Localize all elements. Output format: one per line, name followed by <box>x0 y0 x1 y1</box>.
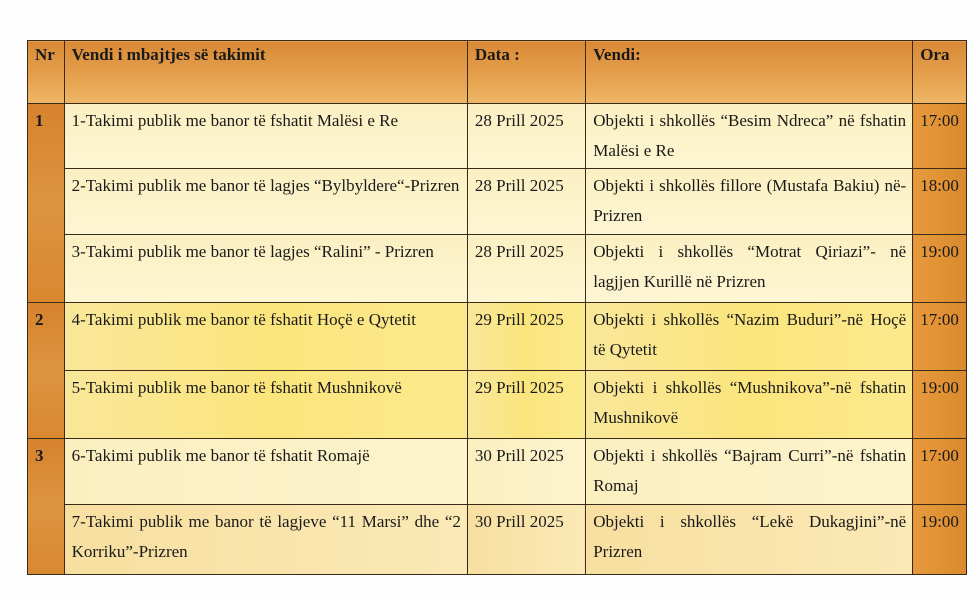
venue-cell: 2-Takimi publik me banor të lagjes “Bylbyldere“-Prizren <box>64 169 467 235</box>
table-row <box>28 104 967 169</box>
header-row <box>28 41 967 104</box>
meeting-schedule-table <box>27 40 967 575</box>
header-venue: Vendi i mbajtjes së takimit <box>64 41 467 104</box>
table-row <box>28 303 967 371</box>
date-cell: 28 Prill 2025 <box>467 169 585 235</box>
time-cell: 19:00 <box>913 235 967 303</box>
venue-cell: 4-Takimi publik me banor të fshatit Hoçë e Qytetit <box>64 303 467 371</box>
venue-cell: 7-Takimi publik me banor të lagjeve “11 Marsi” dhe “2 Korriku”-Prizren <box>64 505 467 575</box>
time-cell: 17:00 <box>913 439 967 505</box>
venue-cell: 1-Takimi publik me banor të fshatit Malësi e Re <box>64 104 467 169</box>
date-cell: 30 Prill 2025 <box>467 505 585 575</box>
place-cell: Objekti i shkollës “Besim Ndreca” në fshatin Malësi e Re <box>586 104 913 169</box>
venue-cell: 5-Takimi publik me banor të fshatit Mushnikovë <box>64 371 467 439</box>
date-cell: 28 Prill 2025 <box>467 235 585 303</box>
date-cell: 29 Prill 2025 <box>467 371 585 439</box>
table-row <box>28 235 967 303</box>
place-cell: Objekti i shkollës “Motrat Qiriazi”- në lagjjen Kurillë në Prizren <box>586 235 913 303</box>
place-cell: Objekti i shkollës “Bajram Curri”-në fshatin Romaj <box>586 439 913 505</box>
table-row <box>28 439 967 505</box>
place-cell: Objekti i shkollës “Lekë Dukagjini”-në Prizren <box>586 505 913 575</box>
time-cell: 19:00 <box>913 371 967 439</box>
group-number: 3 <box>28 439 65 575</box>
place-cell: Objekti i shkollës “Mushnikova”-në fshatin Mushnikovë <box>586 371 913 439</box>
header-date: Data : <box>467 41 585 104</box>
table-row <box>28 505 967 575</box>
date-cell: 28 Prill 2025 <box>467 104 585 169</box>
time-cell: 18:00 <box>913 169 967 235</box>
table-row <box>28 371 967 439</box>
venue-cell: 3-Takimi publik me banor të lagjes “Ralini” - Prizren <box>64 235 467 303</box>
time-cell: 17:00 <box>913 104 967 169</box>
place-cell: Objekti i shkollës “Nazim Buduri”-në Hoçë të Qytetit <box>586 303 913 371</box>
group-number: 1 <box>28 104 65 303</box>
header-time: Ora <box>913 41 967 104</box>
time-cell: 19:00 <box>913 505 967 575</box>
header-place: Vendi: <box>586 41 913 104</box>
date-cell: 29 Prill 2025 <box>467 303 585 371</box>
date-cell: 30 Prill 2025 <box>467 439 585 505</box>
place-cell: Objekti i shkollës fillore (Mustafa Bakiu) në-Prizren <box>586 169 913 235</box>
header-nr: Nr <box>28 41 65 104</box>
table-row <box>28 169 967 235</box>
group-number: 2 <box>28 303 65 439</box>
time-cell: 17:00 <box>913 303 967 371</box>
venue-cell: 6-Takimi publik me banor të fshatit Romajë <box>64 439 467 505</box>
